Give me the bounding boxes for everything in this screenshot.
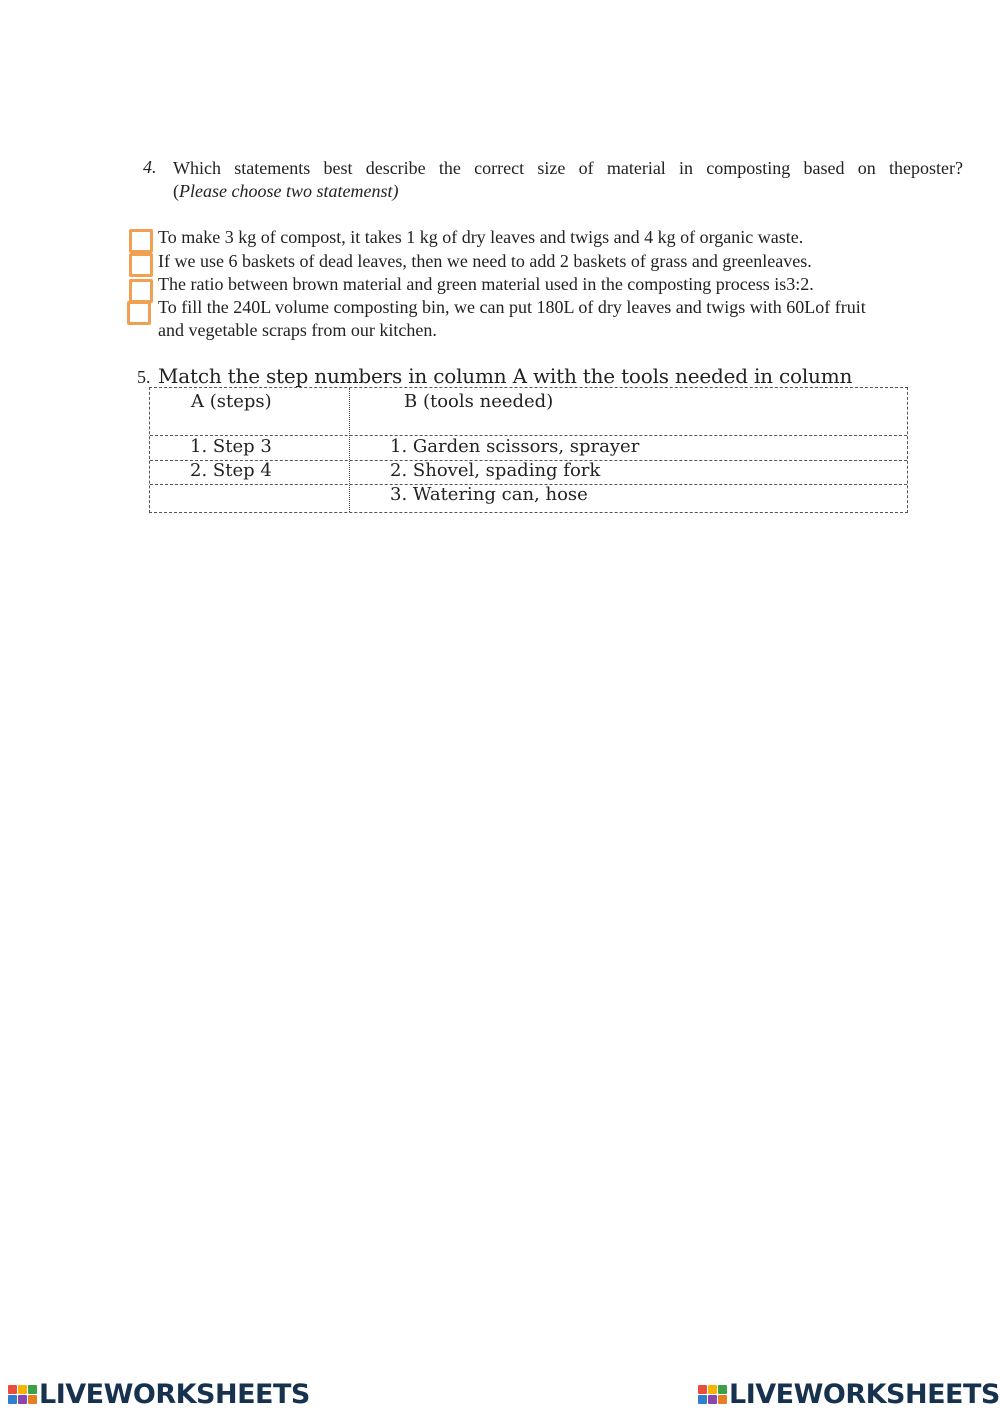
liveworksheets-logo-left <box>8 1378 310 1410</box>
question-5-text: Match the step numbers in column A with the tools needed in column <box>158 364 853 388</box>
statement-3: The ratio between brown material and green material used in the composting process is3:2. <box>158 274 814 294</box>
statement-2-checkbox[interactable] <box>129 253 153 277</box>
statement-3-checkbox[interactable] <box>129 279 153 303</box>
column-divider <box>349 388 350 512</box>
statement-1-checkbox[interactable] <box>129 229 153 253</box>
column-b-item: 2. Shovel, spading fork <box>390 460 601 481</box>
column-a-item: 2. Step 4 <box>190 460 272 481</box>
statement-4-checkbox[interactable] <box>127 301 151 325</box>
column-a-item: 1. Step 3 <box>190 436 272 457</box>
statement-4: To fill the 240L volume composting bin, we can put 180L of dry leaves and twigs with 60Lof fruit <box>158 297 866 317</box>
question-4-note <box>173 181 398 202</box>
header-a: A (steps) <box>191 391 272 412</box>
logo-mark-icon <box>698 1385 727 1404</box>
logo-text: LIVEWORKSHEETS <box>729 1378 1000 1410</box>
liveworksheets-logo-right <box>698 1378 1000 1410</box>
statement-4-continued: and vegetable scraps from our kitchen. <box>158 320 437 340</box>
column-b-item: 3. Watering can, hose <box>390 484 588 505</box>
statement-2: If we use 6 baskets of dead leaves, then we need to add 2 baskets of grass and greenleaves. <box>158 251 812 271</box>
logo-text: LIVEWORKSHEETS <box>39 1378 310 1410</box>
question-5-number: 5. <box>137 367 151 387</box>
statement-1: To make 3 kg of compost, it takes 1 kg of dry leaves and twigs and 4 kg of organic waste. <box>158 227 804 247</box>
question-4-text: Which statements best describe the correct size of material in composting based on theposter? <box>173 158 963 178</box>
question-4-number: 4. <box>143 157 157 177</box>
question-4-note-paren: ( <box>173 181 179 201</box>
logo-mark-icon <box>8 1385 37 1404</box>
column-b-item: 1. Garden scissors, sprayer <box>390 436 640 457</box>
header-b: B (tools needed) <box>404 391 554 412</box>
matching-table <box>149 387 908 513</box>
question-4-note-text: Please choose two statemenst) <box>179 181 399 201</box>
